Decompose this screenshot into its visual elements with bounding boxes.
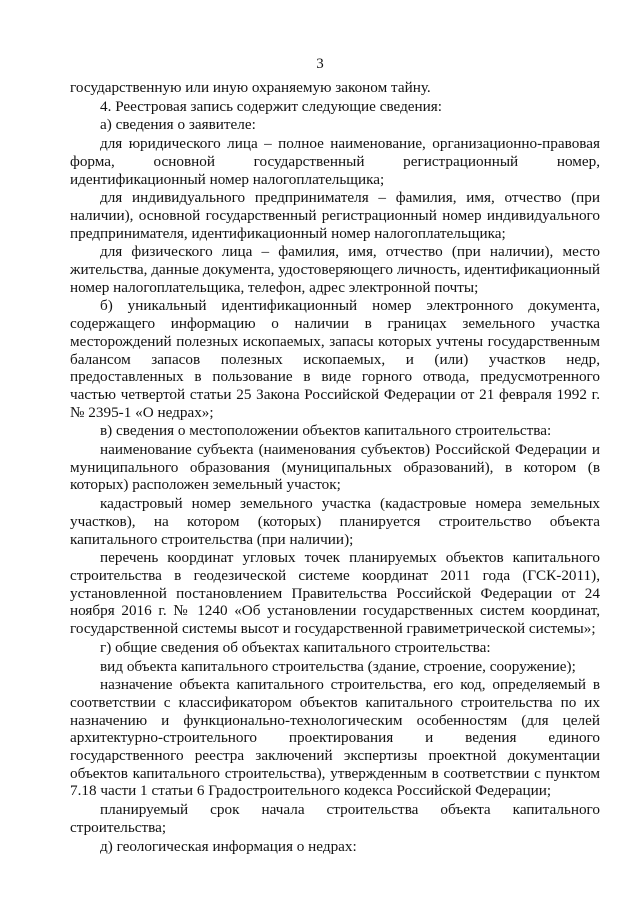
paragraph-cadastral-number: кадастровый номер земельного участка (кадастровые номера земельных участков), на котором (которых) планируется строительство объекта капитального строительства (при наличии); [70,495,600,548]
paragraph-object-type: вид объекта капитального строительства (здание, строение, сооружение); [100,657,576,675]
paragraph-coordinates: перечень координат угловых точек планируемых объектов капитального строительства в геодезической системе координат 2011 года (ГСК-2011), установленной постановлением Правительства Российской Федерации от 24 ноября 2016 г. № 1240 «Об установлении государственных систем координат, государственной системы высот и государственной гравиметрической системы»; [70,549,600,638]
paragraph-continuation: государственную или иную охраняемую законом тайну. [70,79,431,96]
paragraph-item-4: 4. Реестровая запись содержит следующие сведения: [100,97,442,115]
paragraph-construction-start: планируемый срок начала строительства объекта капитального строительства; [70,801,600,836]
paragraph-subitem-d: д) геологическая информация о недрах: [100,837,357,855]
paragraph-legal-entity: для юридического лица – полное наименование, организационно-правовая форма, основной государственный регистрационный номер, идентификационный номер налогоплательщика; [70,135,600,188]
paragraph-subitem-b: б) уникальный идентификационный номер электронного документа, содержащего информацию о наличии в границах земельного участка месторождений полезных ископаемых, запасы которых учтены государственным балансом запасов полезных ископаемых, и (или) участков недр, предоставленных в пользование в виде горного отвода, предусмотренного частью четвертой статьи 25 Закона Российской Федерации от 21 февраля 1992 г. № 2395-1 «О недрах»; [70,297,600,421]
paragraph-individual: для физического лица – фамилия, имя, отчество (при наличии), место жительства, данные документа, удостоверяющего личность, идентификационный номер налогоплательщика, телефон, адрес электронной почты; [70,243,600,296]
paragraph-subitem-v: в) сведения о местоположении объектов капитального строительства: [100,422,552,440]
paragraph-subject-name: наименование субъекта (наименования субъектов) Российской Федерации и муниципального образования (муниципальных образований), в котором (в которых) расположен земельный участок; [70,441,600,494]
paragraph-entrepreneur: для индивидуального предпринимателя – фамилия, имя, отчество (при наличии), основной государственный регистрационный номер индивидуального предпринимателя, идентификационный номер налогоплательщика; [70,189,600,242]
paragraph-subitem-g: г) общие сведения об объектах капитального строительства: [100,638,491,656]
page-number: 3 [316,56,324,72]
document-body [70,79,600,856]
paragraph-object-purpose: назначение объекта капитального строительства, его код, определяемый в соответствии с классификатором объектов капитального строительства по их назначению и функционально-технологическим особенностям (для целей архитектурно-строительного проектирования и ведения единого государственного реестра заключений экспертизы проектной документации объектов капитального строительства), утвержденным в соответствии с пунктом 7.18 части 1 статьи 6 Градостроительного кодекса Российской Федерации; [70,676,600,800]
paragraph-subitem-a: а) сведения о заявителе: [100,116,256,134]
